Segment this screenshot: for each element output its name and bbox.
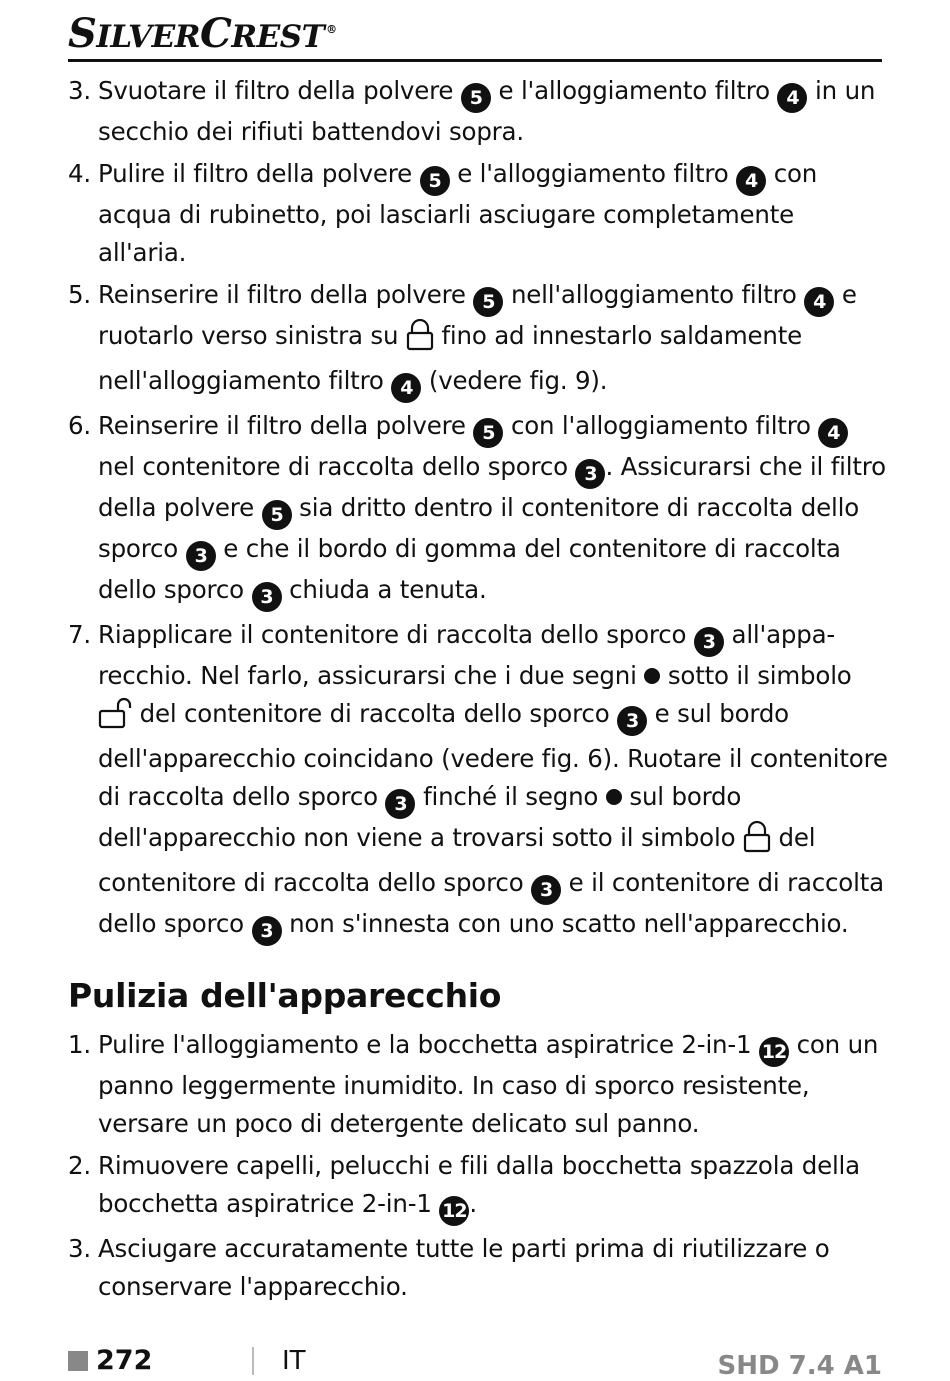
part-number-badge: 12 <box>439 1196 469 1226</box>
list-item <box>68 72 888 151</box>
main-content <box>68 72 888 1310</box>
part-number-badge: 5 <box>461 83 491 113</box>
part-number-badge: 3 <box>252 916 282 946</box>
part-number-badge: 5 <box>473 418 503 448</box>
step-text: . <box>469 1189 477 1218</box>
step-text: finché il segno <box>415 782 606 811</box>
list-item <box>68 1026 888 1143</box>
language-code: IT <box>282 1346 306 1376</box>
step-text: (vedere fig. 9). <box>421 366 608 395</box>
step-text: Rimuovere capelli, pelucchi e fili dalla bocchetta spazzola della bocchetta aspiratrice 2-in-1 <box>98 1151 860 1218</box>
step-text: Reinserire il filtro della polvere <box>98 411 474 440</box>
part-number-badge: 12 <box>759 1037 789 1067</box>
step-text: Pulire l'alloggiamento e la bocchetta aspiratrice 2-in-1 <box>98 1030 759 1059</box>
step-number: 5. <box>68 280 91 309</box>
section-title: Pulizia dell'apparecchio <box>68 976 502 1015</box>
device-cleaning-steps-list <box>68 1026 888 1306</box>
step-number: 3. <box>68 76 91 105</box>
list-item <box>68 616 888 946</box>
step-text: fino ad innestarlo saldamente nell'alloggiamento filtro <box>98 321 803 395</box>
part-number-badge: 5 <box>473 287 503 317</box>
step-text: Svuotare il filtro della polvere <box>98 76 461 105</box>
page-header <box>68 8 882 62</box>
list-item <box>68 155 888 272</box>
footer-square-icon <box>68 1351 88 1371</box>
lock-closed-icon <box>406 319 434 362</box>
step-text: con un panno leggermente inumidito. In caso di sporco resistente, versare un poco di detergente delicato sul panno. <box>98 1030 879 1138</box>
model-number: SHD 7.4 A1 <box>717 1351 882 1381</box>
lock-open-icon <box>98 697 132 740</box>
step-text: nel contenitore di raccolta dello sporco <box>98 452 576 481</box>
step-number: 6. <box>68 411 91 440</box>
step-text: nell'alloggiamento filtro <box>503 280 805 309</box>
step-text: del contenitore di raccolta dello sporco <box>132 699 618 728</box>
lock-closed-icon <box>743 821 771 864</box>
part-number-badge: 3 <box>531 875 561 905</box>
step-number: 7. <box>68 620 91 649</box>
list-item <box>68 407 888 612</box>
step-number: 3. <box>68 1234 91 1263</box>
dot-icon <box>606 789 622 805</box>
part-number-badge: 4 <box>804 287 834 317</box>
part-number-badge: 3 <box>385 789 415 819</box>
part-number-badge: 3 <box>694 627 724 657</box>
step-text: sotto il simbolo <box>660 661 852 690</box>
list-item <box>68 1147 888 1226</box>
header-rule <box>68 59 882 62</box>
step-text: Pulire il filtro della polvere <box>98 159 420 188</box>
list-item <box>68 276 888 403</box>
part-number-badge: 3 <box>575 459 605 489</box>
step-text: e l'alloggiamento filtro <box>490 76 778 105</box>
step-number: 1. <box>68 1030 91 1059</box>
step-text: sia dritto dentro il contenitore di raccolta dello sporco <box>98 493 860 563</box>
step-number: 2. <box>68 1151 91 1180</box>
step-text: con l'alloggiamento filtro <box>503 411 819 440</box>
part-number-badge: 4 <box>818 418 848 448</box>
part-number-badge: 5 <box>420 166 450 196</box>
brand-logo: SILVERCREST ® <box>68 10 337 57</box>
step-text: del contenitore di raccolta dello sporco <box>98 823 816 897</box>
step-text: con acqua di rubinetto, poi lasciarli asciugare completamente all'aria. <box>98 159 818 267</box>
step-text: in un secchio dei rifiuti battendovi sopra. <box>98 76 876 146</box>
step-text: all'apparecchio. Nel farlo, assicurarsi che i due segni <box>98 620 836 690</box>
step-text: e sul bordo dell'apparecchio coincidano (vedere fig. 6). Ruotare il contenitore di raccolta dello sporco <box>98 699 888 811</box>
part-number-badge: 3 <box>252 582 282 612</box>
page-footer <box>68 1343 882 1379</box>
step-text: sul bordo dell'apparecchio non viene a trovarsi sotto il simbolo <box>98 782 743 852</box>
part-number-badge: 3 <box>186 541 216 571</box>
part-number-badge: 4 <box>777 83 807 113</box>
part-number-badge: 4 <box>736 166 766 196</box>
step-text: e l'alloggiamento filtro <box>449 159 737 188</box>
step-number: 4. <box>68 159 91 188</box>
step-text: Reinserire il filtro della polvere <box>98 280 474 309</box>
step-text: . Assicurarsi che il filtro della polvere <box>98 452 886 522</box>
step-text: e ruotarlo verso sinistra su <box>98 280 857 350</box>
step-text: e il contenitore di raccolta dello sporco <box>98 868 884 938</box>
dot-icon <box>644 668 660 684</box>
step-text: non s'innesta con uno scatto nell'apparecchio. <box>281 909 849 938</box>
footer-divider <box>252 1347 254 1375</box>
part-number-badge: 4 <box>391 373 421 403</box>
part-number-badge: 5 <box>262 500 292 530</box>
step-text: Riapplicare il contenitore di raccolta dello sporco <box>98 620 694 649</box>
step-text: chiuda a tenuta. <box>281 575 487 604</box>
step-text: e che il bordo di gomma del contenitore di raccolta dello sporco <box>98 534 841 604</box>
list-item <box>68 1230 888 1306</box>
step-text: Asciugare accuratamente tutte le parti prima di riutilizzare o conservare l'apparecchio. <box>98 1234 830 1301</box>
part-number-badge: 3 <box>617 706 647 736</box>
cleaning-steps-list <box>68 72 888 946</box>
page-number: 272 <box>96 1345 153 1376</box>
